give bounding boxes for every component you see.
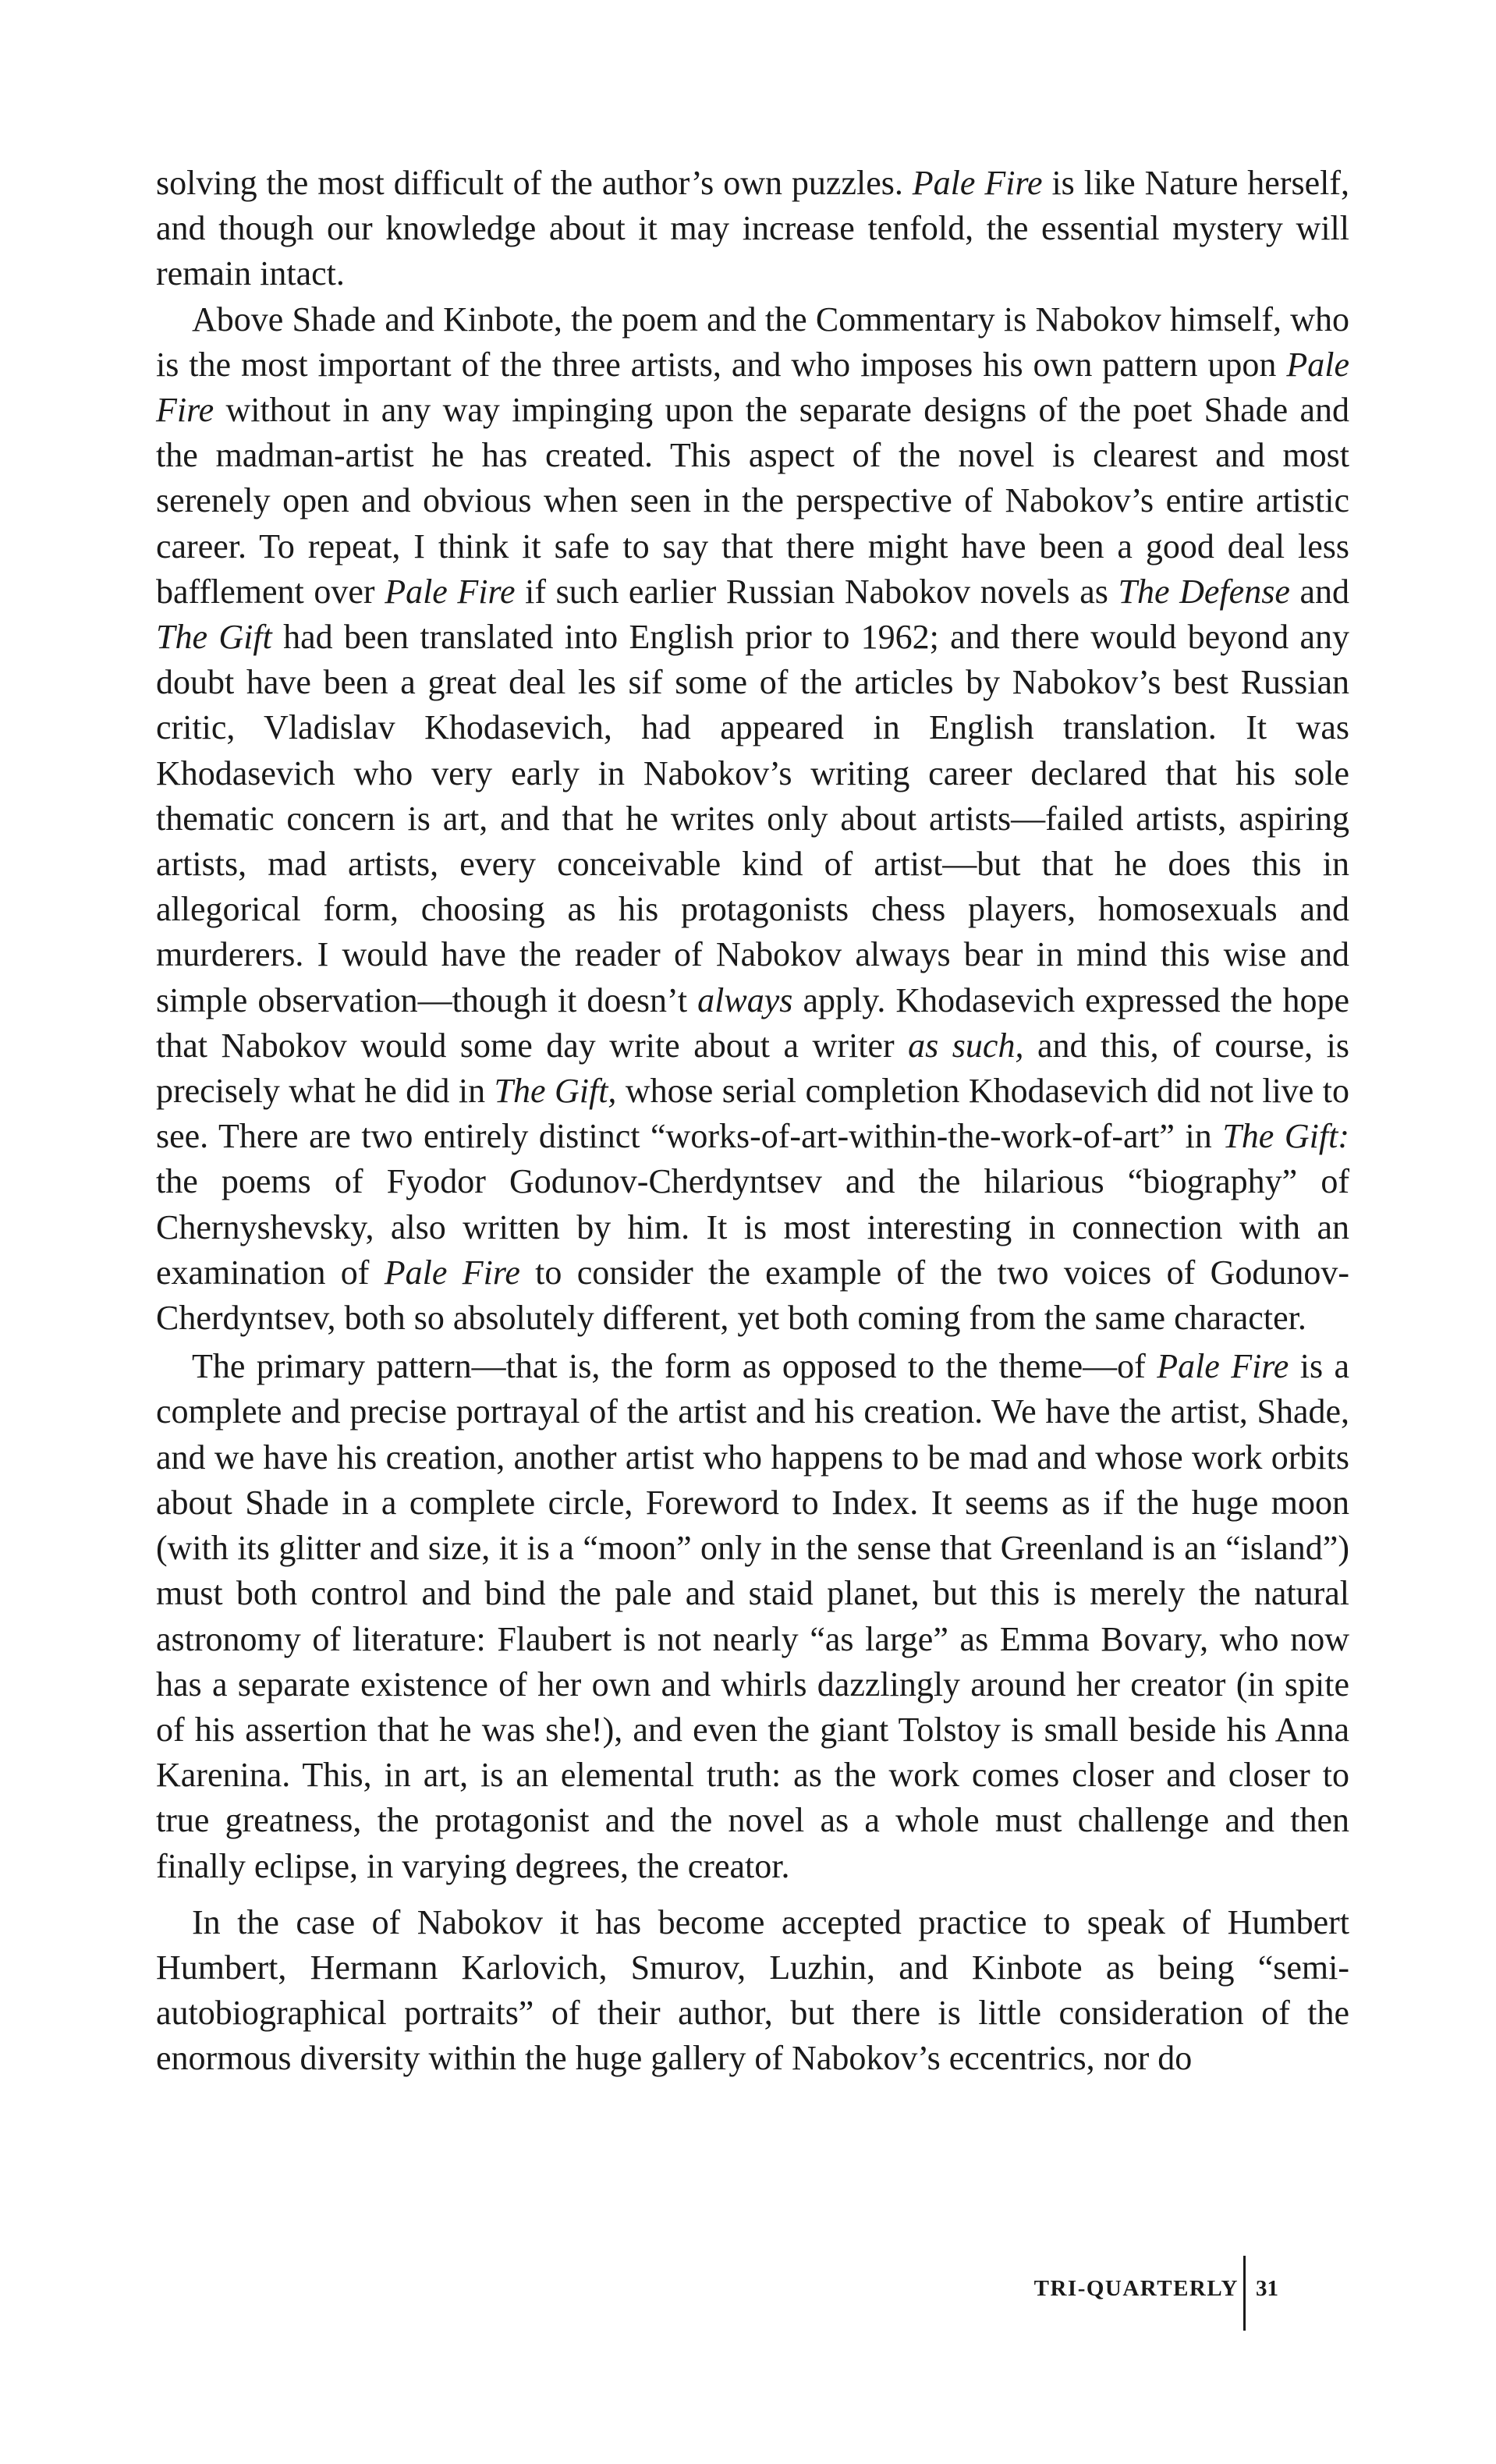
text-span: Above Shade and Kinbote, the poem and the Commentary is Nabokov himself, who is the most important of the three artists, and who imposes his own pattern upon	[156, 300, 1349, 384]
page-number: 31	[1256, 2276, 1278, 2301]
text-span: is like Nature herself, and though our knowledge about it may increase tenfold, the essential mystery will remain intact.	[156, 164, 1350, 293]
text-span: without in any way impinging upon the separate designs of the poet Shade and the madman-artist he has created. This aspect of the novel is clearest and most serenely open and obvious when seen in the perspective of Nabokov’s entire artistic career. To repeat, I think it safe to say that there might have been a good deal less bafflement over	[156, 391, 1349, 611]
italic-title-span: The Defense	[1118, 572, 1290, 611]
text-span: had been translated into English prior to 1962; and there would beyond any doubt have been a great deal les sif some of the articles by Nabokov’s best Russian critic, Vladislav Khodasevich, had appeared in English translation. It was Khodasevich who very early in Nabokov’s writing career declared that his sole thematic concern is art, and that he writes only about artists—failed artists, aspiring artists, mad artists, every conceivable kind of artist—but that he does this in allegorical form, choosing as his protagonists chess players, homosexuals and murderers. I would have the reader of Nabokov always bear in mind this wise and simple observation—though it doesn’t	[156, 618, 1349, 1019]
text-span: apply. Khodasevich expressed the hope that Nabokov would some day write about a writer	[156, 980, 1349, 1065]
italic-title-span: Pale Fire	[912, 164, 1043, 202]
italic-title-span: Pale Fire	[1157, 1347, 1289, 1386]
italic-title-span: Pale Fire	[384, 1253, 520, 1292]
text-span: to consider the example of the two voices of Godunov-Cherdyntsev, both so absolutely different, yet both coming from the same character.	[156, 1253, 1349, 1338]
text-span: the poems of Fyodor Godunov-Cherdyntsev and the hilarious “biography” of Chernyshevsky, also written by him. It is most interesting in connection with an examination of	[156, 1162, 1349, 1292]
footer-divider	[1243, 2256, 1246, 2331]
paragraph-4	[156, 1900, 1349, 2082]
text-span: whose serial completion Khodasevich did not live to see. There are two entirely distinct “works-of-art-within-the-work-of-art” in	[156, 1072, 1350, 1156]
italic-title-span: Pale Fire	[156, 345, 1349, 430]
italic-title-span: Pale Fire	[385, 572, 516, 611]
italic-title-span: as such,	[908, 1026, 1024, 1065]
italic-title-span: The Gift,	[494, 1072, 617, 1111]
paragraph-2	[156, 297, 1349, 1342]
paragraph-1	[156, 161, 1349, 297]
text-span: and this, of course, is precisely what he did in	[156, 1026, 1350, 1111]
text-span: if such earlier Russian Nabokov novels as	[515, 572, 1118, 611]
text-span: The primary pattern—that is, the form as opposed to the theme—of	[192, 1347, 1157, 1386]
text-span: and	[1289, 572, 1350, 611]
journal-name: TRI-QUARTERLY	[1033, 2276, 1239, 2301]
article-body	[156, 161, 1349, 2082]
page-footer	[1006, 2256, 1318, 2331]
italic-title-span: The Gift	[156, 618, 272, 657]
italic-title-span: The Gift:	[1222, 1117, 1349, 1156]
italic-title-span: always	[697, 980, 793, 1019]
text-span: is a complete and precise portrayal of the artist and his creation. We have the artist, Shade, and we have his creation, another artist who happens to be mad and whose work orbits about Shade in a complete circle, Foreword to Index. It seems as if the huge moon (with its glitter and size, it is a “moon” only in the sense that Greenland is an “island”) must both control and bind the pale and staid planet, but this is merely the natural astronomy of literature: Flaubert is not nearly “as large” as Emma Bovary, who now has a separate existence of her own and whirls dazzlingly around her creator (in spite of his assertion that he was she!), and even the giant Tolstoy is small beside his Anna Karenina. This, in art, is an elemental truth: as the work comes closer and closer to true greatness, the protagonist and the novel as a whole must challenge and then finally eclipse, in varying degrees, the creator.	[156, 1347, 1349, 1885]
text-span: In the case of Nabokov it has become accepted practice to speak of Humbert Humbert, Hermann Karlovich, Smurov, Luzhin, and Kinbote as being “semi-autobiographical portraits” of their author, but there is little consideration of the enormous diversity within the huge gallery of Nabokov’s eccentrics, nor do	[156, 1902, 1349, 2078]
paragraph-3	[156, 1344, 1349, 1888]
text-span: solving the most difficult of the author’s own puzzles.	[156, 164, 913, 202]
